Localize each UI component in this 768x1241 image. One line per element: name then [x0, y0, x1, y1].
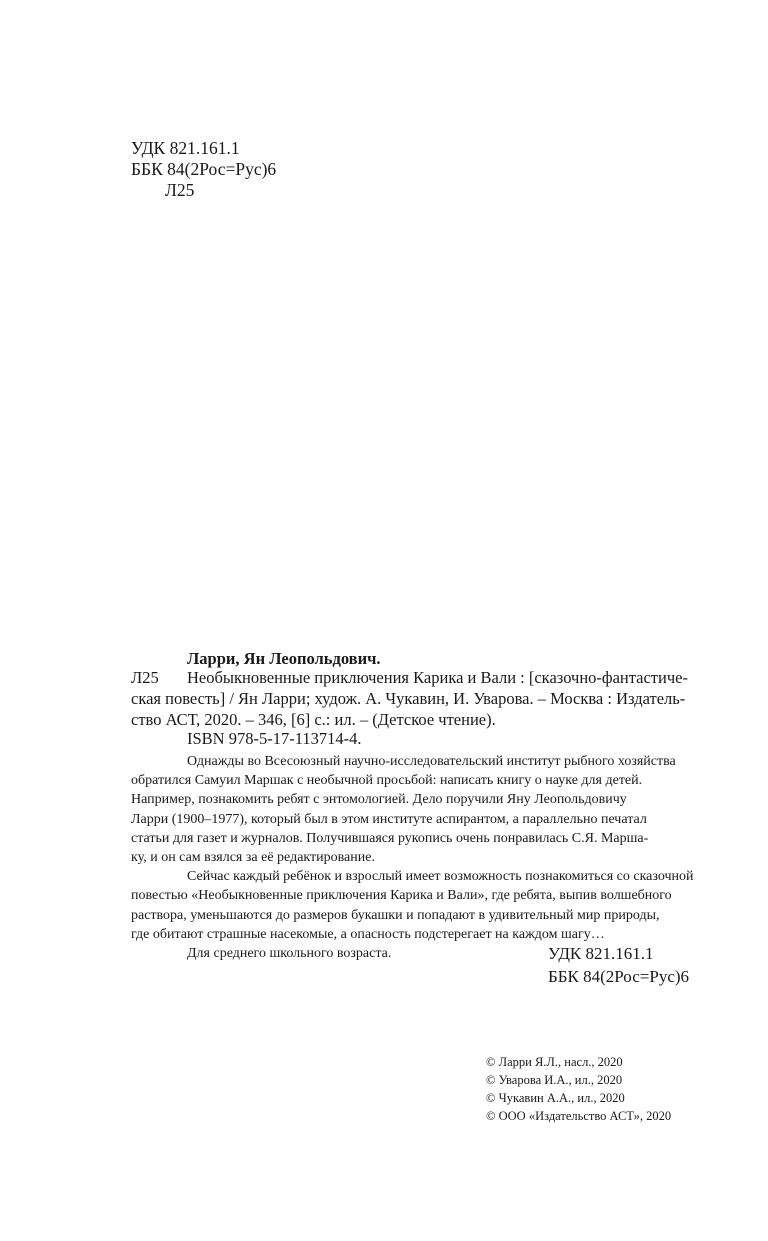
bottom-classification-codes [548, 942, 689, 988]
entry-line-2: ская повесть] / Ян Ларри; худож. А. Чукавин, И. Уварова. – Москва : Издатель- [131, 689, 686, 708]
annotation-line: обратился Самуил Маршак с необычной просьбой: написать книгу о науке для детей. [131, 773, 643, 789]
entry-author-code: Л25 [131, 668, 159, 687]
annotation-line: Например, познакомить ребят с энтомологией. Дело поручили Яну Леопольдовичу [131, 792, 627, 808]
annotation-line: где обитают страшные насекомые, а опасность подстерегает на каждом шагу… [131, 926, 605, 942]
audience-note: Для среднего школьного возраста. [187, 946, 392, 962]
top-classification-codes [131, 138, 276, 201]
entry-line-1: Л25 Необыкновенные приключения Карика и Вали : [сказочно-фантастиче- [131, 668, 688, 687]
annotation-line: раствора, уменьшаются до размеров букашки и попадают в удивительный мир природы, [131, 907, 660, 923]
annotation-line: Однажды во Всесоюзный научно-исследовательский институт рыбного хозяйства [187, 754, 676, 769]
copyright-line: © Ларри Я.Л., насл., 2020 [486, 1055, 623, 1069]
author-heading: Ларри, Ян Леопольдович. [187, 649, 381, 668]
annotation [131, 752, 694, 963]
copyright-block [486, 1053, 671, 1125]
annotation-line: ку, и он сам взялся за её редактирование. [131, 850, 375, 866]
bottom-bbk-code: ББК 84(2Рос=Рус)6 [548, 967, 690, 986]
entry-line-3: ство АСТ, 2020. – 346, [6] с.: ил. – (Детское чтение). [131, 710, 496, 729]
bibliographic-entry [131, 667, 691, 730]
copyright-line: © Чукавин А.А., ил., 2020 [486, 1091, 625, 1105]
top-bbk-code: ББК 84(2Рос=Рус)6 [131, 159, 277, 179]
annotation-line: повестью «Необыкновенные приключения Карика и Вали», где ребята, выпив волшебного [131, 888, 672, 904]
isbn-number: ISBN 978-5-17-113714-4. [187, 729, 362, 748]
copyright-line: © Уварова И.А., ил., 2020 [486, 1073, 623, 1087]
annotation-line: статьи для газет и журналов. Получившаяся рукопись очень понравилась С.Я. Марша- [131, 830, 649, 846]
author-mark: Л25 [165, 180, 195, 200]
annotation-line: Сейчас каждый ребёнок и взрослый имеет возможность познакомиться со сказочной [187, 869, 694, 885]
top-udk-code: УДК 821.161.1 [131, 138, 240, 158]
bottom-udk-code: УДК 821.161.1 [548, 944, 654, 963]
copyright-line: © ООО «Издательство АСТ», 2020 [486, 1109, 672, 1123]
annotation-line: Ларри (1900–1977), который был в этом институте аспирантом, а параллельно печатал [131, 811, 647, 827]
